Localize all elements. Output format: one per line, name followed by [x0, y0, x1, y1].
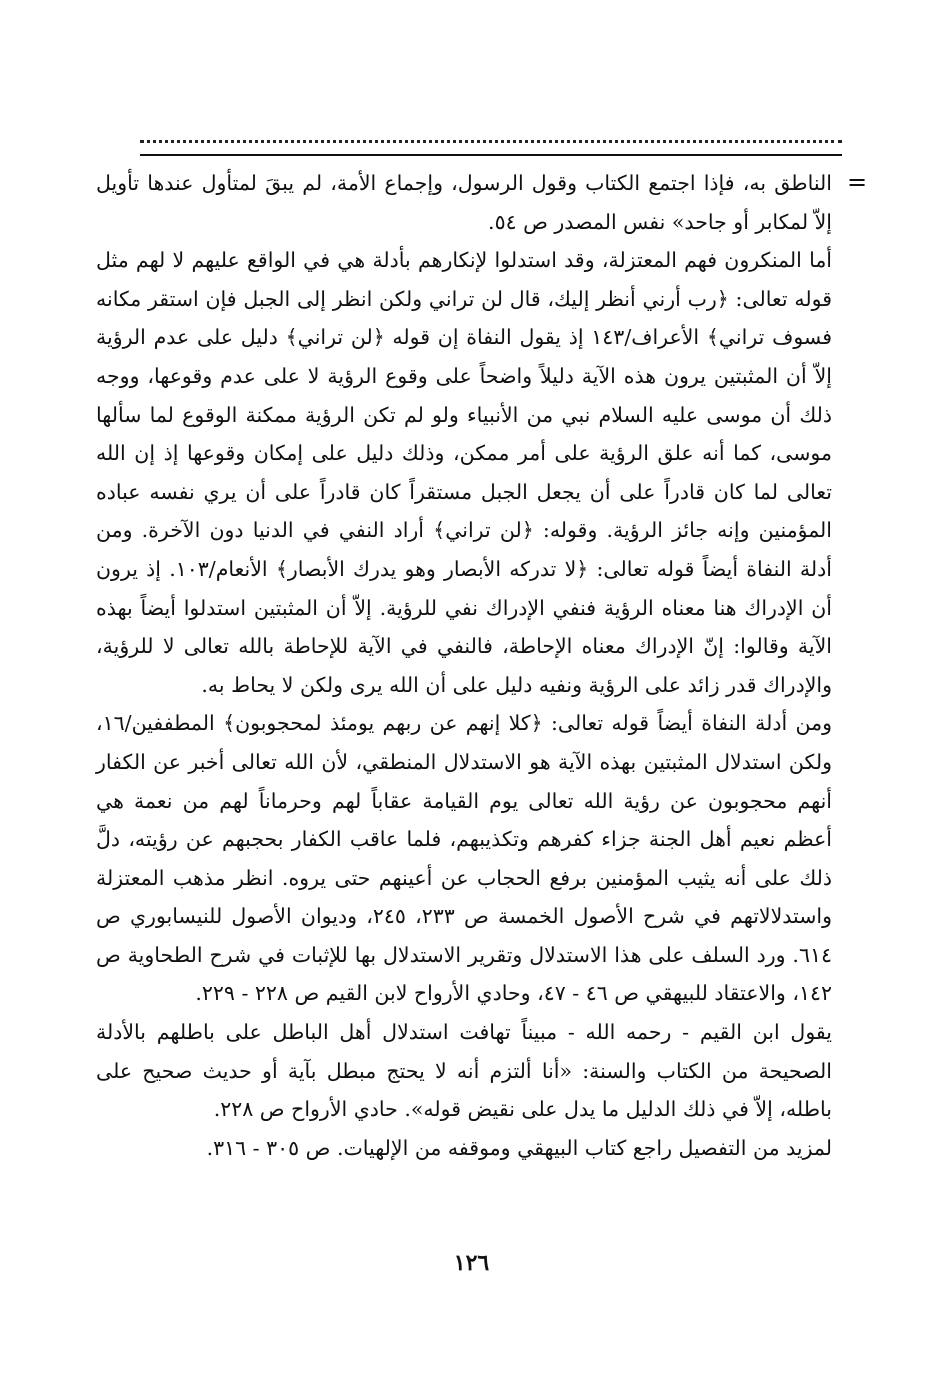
footnote-continuation-mark: =: [847, 168, 868, 196]
footnote-paragraph-2: أما المنكرون فهم المعتزلة، وقد استدلوا لإنكارهم بأدلة هي في الواقع عليهم لا لهم مثل قوله تعالى: ﴿رب أرني أنظر إليك، قال لن تراني ولكن انظر إلى الجبل فإن استقر مكانه فسوف تراني﴾ الأعراف/١٤٣ إذ يقول النفاة إن قوله ﴿لن تراني﴾ دليل على عدم الرؤية إلاّ أن المثبتين يرون هذه الآية دليلاً واضحاً على وقوع الرؤية لا على عدم وقوعها، ووجه ذلك أن موسى عليه السلام نبي من الأنبياء ولو لم تكن الرؤية ممكنة الوقوع لما سألها موسى، كما أنه علق الرؤية على أمر ممكن، وذلك دليل على إمكان وقوعها إذ إن الله تعالى لما كان قادراً على أن يجعل الجبل مستقراً كان قادراً على أن يري نفسه عباده المؤمنين وإنه جائز الرؤية. وقوله: ﴿لن تراني﴾ أراد النفي في الدنيا دون الآخرة. ومن أدلة النفاة أيضاً قوله تعالى: ﴿لا تدركه الأبصار وهو يدرك الأبصار﴾ الأنعام/١٠٣. إذ يرون أن الإدراك هنا معناه الرؤية فنفي الإدراك نفي للرؤية. إلاّ أن المثبتين استدلوا أيضاً بهذه الآية وقالوا: إنّ الإدراك معناه الإحاطة، فالنفي في الآية للإحاطة بالله تعالى لا للرؤية، والإدراك قدر زائد على الرؤية ونفيه دليل على أن الله يرى ولكن لا يحاط به.: [96, 248, 832, 697]
page-number: ١٢٦: [453, 1250, 490, 1276]
footnote-dotted-separator: [140, 140, 842, 143]
footnote-paragraph-1: الناطق به، فإذا اجتمع الكتاب وقول الرسول، وإجماع الأمة، لم يبقَ لمتأول عندها تأويل إلاّ لمكابر أو جاحد» نفس المصدر ص ٥٤.: [96, 171, 832, 234]
footnote-solid-separator: [140, 154, 842, 156]
footnote-paragraph-3: ومن أدلة النفاة أيضاً قوله تعالى: ﴿كلا إنهم عن ربهم يومئذ لمحجوبون﴾ المطففين/١٦، ولكن استدلال المثبتين بهذه الآية هو الاستدلال المنطقي، لأن الله تعالى أخبر عن الكفار أنهم محجوبون عن رؤية الله تعالى يوم القيامة عقاباً لهم وحرماناً لهم من نعمة هي أعظم نعيم أهل الجنة جزاء كفرهم وتكذيبهم، فلما عاقب الكفار بحجبهم عن رؤيته، دلَّ ذلك على أنه يثيب المؤمنين برفع الحجاب عن أعينهم حتى يروه. انظر مذهب المعتزلة واستدلالاتهم في شرح الأصول الخمسة ص ٢٣٣، ٢٤٥، وديوان الأصول للنيسابوري ص ٦١٤. ورد السلف على هذا الاستدلال وتقرير الاستدلال بها للإثبات في شرح الطحاوية ص ١٤٢، والاعتقاد للبيهقي ص ٤٦ - ٤٧، وحادي الأرواح لابن القيم ص ٢٢٨ - ٢٢٩.: [96, 711, 832, 1006]
footnote-paragraph-5: لمزيد من التفصيل راجع كتاب البيهقي وموقفه من الإلهيات. ص ٣٠٥ - ٣١٦.: [206, 1135, 832, 1160]
footnote-paragraph-4: يقول ابن القيم - رحمه الله - مبيناً تهافت استدلال أهل الباطل على باطلهم بالأدلة الصحيحة من الكتاب والسنة: «أنا ألتزم أنه لا يحتج مبطل بآية أو حديث صحيح على باطله، إلاّ في ذلك الدليل ما يدل على نقيض قوله». حادي الأرواح ص ٢٢٨.: [96, 1020, 832, 1122]
footnote-text-block: [96, 164, 832, 1167]
